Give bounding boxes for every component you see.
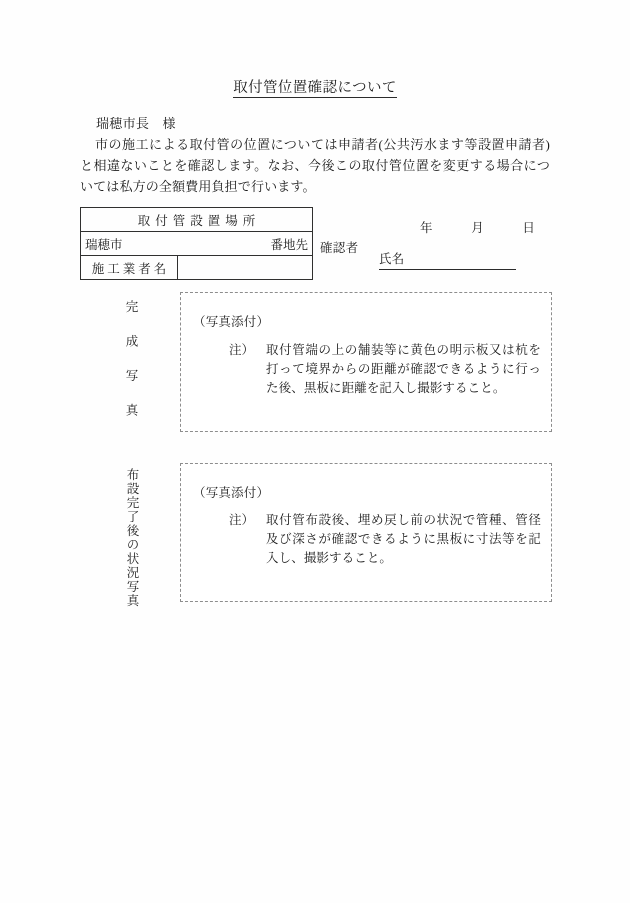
table-row-contractor <box>81 256 313 280</box>
note-block <box>229 511 541 568</box>
photo-attachment-box-post-laying[interactable] <box>180 463 552 602</box>
page-title-text: 取付管位置確認について <box>233 80 397 96</box>
name-field[interactable] <box>379 249 516 270</box>
address-cell[interactable] <box>81 232 313 256</box>
table-header-cell: 取付管設置場所 <box>81 208 313 232</box>
section-label-post-laying-photo: 布設完了後の状況写真 <box>125 468 139 608</box>
photo-attachment-box-completion[interactable] <box>180 292 552 432</box>
page-title <box>0 76 630 97</box>
banchi-label: 番地先 <box>270 237 308 252</box>
section-label-completion-photo: 完成写真 <box>124 300 138 438</box>
note-marker: 注） <box>229 513 255 527</box>
table-row-address <box>81 232 313 256</box>
addressee-line: 瑞穂市長 様 <box>96 116 176 131</box>
contractor-label-cell: 施工業者名 <box>81 256 178 280</box>
attach-photo-label: （写真添付） <box>193 486 270 500</box>
attach-photo-label: （写真添付） <box>193 315 270 329</box>
name-label: 氏名 <box>379 252 405 266</box>
note-marker: 注） <box>229 343 255 357</box>
table-row-header <box>81 208 313 232</box>
note-block <box>229 341 541 398</box>
city-label: 瑞穂市 <box>85 237 123 252</box>
note-text: 取付管布設後、埋め戻し前の状況で管種、管径及び深さが確認できるように黒板に寸法等を記入し、撮影すること。 <box>266 513 541 565</box>
note-text: 取付管端の上の舗装等に黄色の明示板又は杭を打って境界からの距離が確認できるように行った後、黒板に距離を記入し撮影すること。 <box>266 343 541 395</box>
body-paragraph: 市の施工による取付管の位置については申請者(公共汚水ます等設置申請者)と相違ないことを確認します。なお、今後この取付管位置を変更する場合については私方の全額費用負担で行います。 <box>80 137 550 194</box>
date-line[interactable]: 年 月 日 <box>420 221 536 235</box>
contractor-value-cell[interactable] <box>178 256 313 280</box>
confirmer-label: 確認者 <box>320 241 359 255</box>
installation-place-table <box>80 207 313 280</box>
